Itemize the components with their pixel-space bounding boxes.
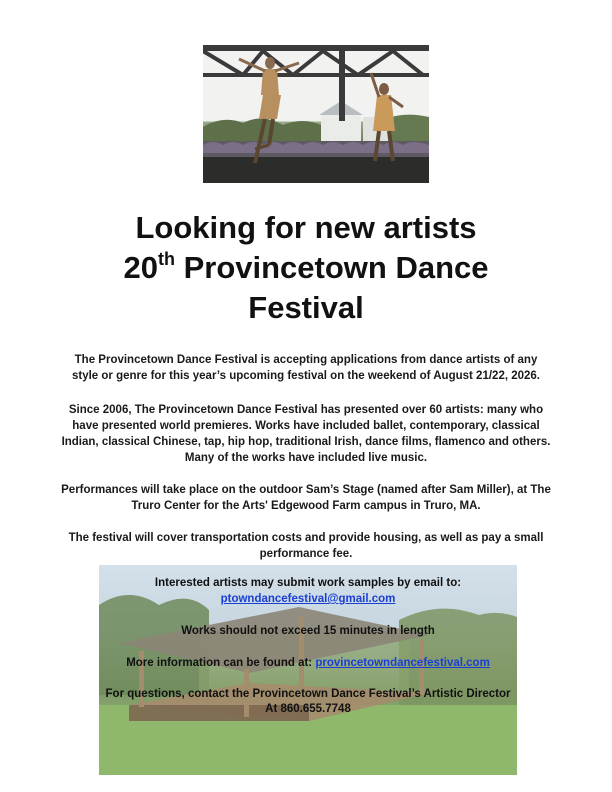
more-info-text: More information can be found at:: [126, 657, 316, 669]
email-line: [99, 592, 517, 607]
edition-number: 20: [123, 250, 158, 285]
edition-suffix: th: [157, 249, 175, 269]
length-note: Works should not exceed 15 minutes in length: [181, 625, 435, 637]
headline-line-2-rest: Provincetown Dance: [174, 250, 489, 285]
headline: [0, 208, 612, 328]
headline-line-2: [0, 248, 612, 288]
history-paragraph: Since 2006, The Provincetown Dance Festival has presented over 60 artists: many who have presented world premieres. Works have included ballet, contemporary, classical Indian, classical Chinese, tap, hip hop, traditional Irish, dance films, flamenco and others. Many of the works have included live music.: [61, 404, 551, 464]
stage-photo: [99, 565, 517, 775]
phone-text: At 860.655.7748: [265, 703, 351, 715]
headline-line-1: Looking for new artists: [135, 210, 477, 245]
support-paragraph: The festival will cover transportation costs and provide housing, as well as pay a small performance fee.: [68, 532, 544, 560]
more-info-line: [99, 656, 517, 671]
questions-text: For questions, contact the Provincetown Dance Festival’s Artistic Director: [105, 688, 511, 700]
submit-text: Interested artists may submit work samples by email to:: [154, 577, 462, 589]
intro-paragraph: The Provincetown Dance Festival is accepting applications from dance artists of any style or genre for this year’s upcoming festival on the weekend of August 21/22, 2026.: [71, 354, 541, 382]
website-link[interactable]: provincetowndancefestival.com: [315, 657, 490, 669]
venue-paragraph: Performances will take place on the outdoor Sam’s Stage (named after Sam Miller), at The Truro Center for the Arts' Edgewood Farm campus in Truro, MA.: [61, 484, 551, 512]
headline-line-3: Festival: [248, 290, 364, 325]
email-link[interactable]: ptowndancefestival@gmail.com: [220, 593, 396, 605]
contact-block: [99, 565, 517, 775]
dancers-photo: [203, 45, 429, 183]
